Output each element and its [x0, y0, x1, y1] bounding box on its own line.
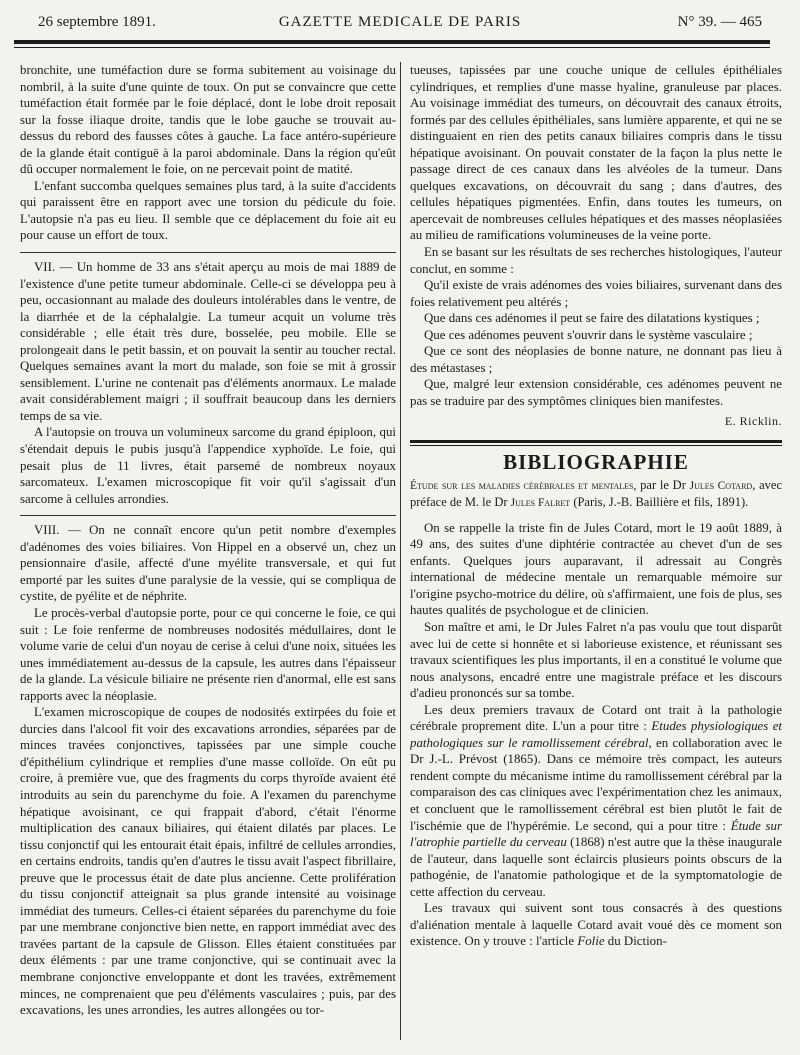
paragraph: En se basant sur les résultats de ses recherches histologiques, l'auteur conclut, en somme :: [410, 245, 782, 276]
reference-text: par le Dr: [636, 477, 690, 492]
text-run: Les travaux qui suivent sont tous consacrés à des questions d'aliénation mentale à laquelle Cotard avait voué dès ce moment son existence. On y trouve : l'article: [410, 901, 782, 949]
paragraph: Le procès-verbal d'autopsie porte, pour ce qui concerne le foie, ce qui suit : Le foie renferme de nombreuses nodosités médullaires, dont le volume varie de celui d'un noyau de cerise à celui d'une noix, situées les unes immédiatement au-dessus de la capsule, les autres dans l'épaisseur de la glande. La vésicule biliaire ne présente rien d'anormal, elle est sans rapports avec la néoplasie.: [20, 605, 396, 703]
section-divider: [20, 252, 396, 253]
paragraph: Que ce sont des néoplasies de bonne nature, ne donnant pas lieu à des métastases ;: [410, 344, 782, 375]
paragraph: L'enfant succomba quelques semaines plus tard, à la suite d'accidents qui paraissent être en rapport avec une torsion du pédicule du foie. L'autopsie n'a pas eu lieu. Il semble que ce déplacement du foie ait eu pour cause un effort de toux.: [20, 178, 396, 243]
paragraph: VIII. — On ne connaît encore qu'un petit nombre d'exemples d'adénomes des voies biliaires. Von Hippel en a observé un, chez un pensionnaire d'asile, affecté d'une myélite transversale, et qui fut emporté par les suites d'une paralysie de la vessie, qui se compliqua de cystite, de pyélite et de néphrite.: [20, 523, 396, 604]
paragraph: Que, malgré leur extension considérable, ces adénomes peuvent ne pas se traduire par des symptômes cliniques bien manifestes.: [410, 377, 782, 408]
paragraph: L'examen microscopique de coupes de nodosités extirpées du foie et durcies dans l'alcool fit voir des excavations arrondies, séparées par de minces travées conjonctives, tapissées par une simple couche d'épithélium cylindrique et remplies d'une masse colloïde. On eût pu croire, à première vue, que des fragments du corps thyroïde avaient été introduits au sein du parenchyme du foie. A l'examen du parenchyme hépatique avoisinant, ce qui frappait d'abord, c'était l'énorme multiplication des canaux biliaires, qui étaient dilatés par places. Le tissu conjonctif qui les entourait était épais, infiltré de cellules arrondies, en certains endroits, tandis qu'en d'autres le tissu avait l'aspect fibrillaire, preuve que le processus était de date plus ancienne. Cette prolifération du tissu conjonctif atteignait sa plus grande intensité au voisinage immédiat des tumeurs. Celles-ci étaient séparées du parenchyme du foie par une membrane conjonctive bien nette, en rapport immédiat avec des travées partant de la capsule de Glisson. Elles étaient constituées par deux éléments : par une trame conjonctive, qui se continuait avec la membrane conjonctive enveloppante et dont les travées, extrêmement minces, ne comprenaient que peu d'éléments vasculaires ; puis, par des excavations, les unes arrondies, les autres allongées ou tor-: [20, 705, 396, 1018]
header-date: 26 septembre 1891.: [38, 14, 156, 30]
text-run: (1868) n'est autre que la thèse inaugurale de l'auteur, dans laquelle sont éclaircis plusieurs points obscurs de la pathogénie, de l'anatomie pathologique et de la symptomatologie de cette affection du cerveau.: [410, 835, 782, 899]
paragraph: Qu'il existe de vrais adénomes des voies biliaires, survenant dans des foies relativement peu altérés ;: [410, 278, 782, 309]
book-reference: [410, 477, 782, 512]
paragraph: Que ces adénomes peuvent s'ouvrir dans le système vasculaire ;: [424, 327, 753, 342]
paragraph: [410, 900, 782, 950]
paragraph: A l'autopsie on trouva un volumineux sarcome du grand épiploon, qui s'étendait depuis le pubis jusqu'à l'appendice xyphoïde. Le foie, qui pesait plus de 11 livres, était parsemé de nombreux noyaux sarcomateux. L'examen microscopique fit voir qu'il s'agissait d'un sarcome à cellules arrondies.: [20, 425, 396, 506]
bibliography-rule-thick: [410, 440, 782, 443]
publisher-info: (Paris, J.-B. Baillière et fils, 1891).: [570, 495, 749, 510]
author-signature: E. Ricklin.: [724, 414, 782, 429]
paragraph: VII. — Un homme de 33 ans s'était aperçu au mois de mai 1889 de l'existence d'une petite tumeur abdominale. Celle-ci se développa peu à peu, occasionnant au malade des douleurs intolérables dans le ventre, de la diarrhée et de la céphalalgie. La tumeur acquit un volume très considérable ; elle était très dure, bosselée, peu mobile. Elle se prolongeait dans le petit bassin, et on pouvait la sentir au toucher rectal. Quelques semaines avant la mort du malade, son foie se mit à grossir sensiblement. L'urine ne contenait pas d'éléments anormaux. Le malade avait considérablement maigri ; il souffrait beaucoup dans les derniers temps de sa vie.: [20, 260, 396, 423]
reference-text: , avec préface de M. le Dr: [410, 477, 782, 510]
paragraph: tueuses, tapissées par une couche unique de cellules épithéliales cylindriques, et remplies d'une masse hyaline, granuleuse par places. Au voisinage immédiat des tumeurs, on découvrait des canaux étroits, formés par des cellules épithéliales, sans lumière apparente, et qui ne se distinguaient en rien des petits canaux biliaires compris dans le tissu hépatique avoisinant. On pouvait constater de la façon la plus nette le passage direct de ces canaux dans les alvéoles de la tumeur. Dans quelques excavations, on découvrait du sang ; dans d'autres, des cellules hépatiques pigmentées. Enfin, dans toutes les tumeurs, on apercevait de nombreuses cellules hépatiques et des masses néoplasiées au milieu de ramifications volumineuses de la veine porte.: [410, 63, 782, 243]
text-run: du Diction-: [604, 934, 667, 949]
column-divider: [400, 62, 401, 1040]
bibliography-heading: BIBLIOGRAPHIE: [503, 450, 689, 475]
paragraph: Son maître et ami, le Dr Jules Falret n'a pas voulu que tout disparût avec lui de cette si honnête et si laborieuse existence, et réunissant ses travaux scientifiques les plus importants, il en a constitué le volume que nous analysons, encadré entre une magistrale préface et les discours d'adieu prononcés sur sa tombe.: [410, 619, 782, 701]
paragraph: bronchite, une tuméfaction dure se forma subitement au voisinage du nombril, à la suite d'une quinte de toux. On put se convaincre que cette tuméfaction était formée par le foie déplacé, dont le lobe droit reposait sur la fosse iliaque droite, tandis que le lobe gauche se trouvait au-dessus du rebord des fausses côtes à gauche. La face antéro-supérieure de la glande était contiguë à la paroi abdominale. Dans la région qu'eût dû occuper normalement le foie, on ne percevait point de matité.: [20, 63, 396, 177]
journal-title: GAZETTE MEDICALE DE PARIS: [278, 14, 522, 30]
issue-number: N° 39. — 465: [677, 14, 762, 30]
book-author: Jules Cotard: [689, 479, 753, 492]
bibliography-rule-thin: [410, 445, 782, 446]
text-run: , en collaboration avec le Dr J.-L. Prévost (1865). Dans ce mémoire très compact, les auteurs rendent compte du mécanisme intime du ramollissement cérébral par la comparaison des cas cliniques avec l'expérimentation chez les animaux, et concluent que le ramollissement cérébral est bien plutôt le fait de l'ischémie que de l'hypérémie. Le second, qui a pour titre :: [410, 735, 782, 833]
section-divider: [20, 515, 396, 516]
paragraph: On se rappelle la triste fin de Jules Cotard, mort le 19 août 1889, à 49 ans, des suites d'une diphtérie contractée au chevet d'un de ses enfants. Quelques jours auparavant, il adressait au Congrès international de médecine mentale un remarquable mémoire sur l'origine psycho-motrice du délire, où s'affirmaient, une fois de plus, ses hautes qualités de psychologue et de clinicien.: [410, 520, 782, 618]
paragraph: Que dans ces adénomes il peut se faire des dilatations kystiques ;: [424, 311, 760, 326]
paragraph: [410, 702, 782, 901]
right-column: [410, 62, 782, 1042]
work-title: Folie: [577, 934, 605, 949]
text-run: Les deux premiers travaux de Cotard ont trait à la pathologie cérébrale proprement dite. L'un a pour titre :: [410, 702, 782, 734]
header-rule-thick: [14, 40, 770, 44]
work-title: Étude sur l'atrophie partielle du cerveau: [410, 818, 782, 850]
work-title: Etudes physiologiques et pathologiques sur le ramollissement cérébral: [410, 719, 782, 750]
page-header: [38, 12, 762, 34]
header-rule-thin: [14, 47, 770, 48]
preface-author: Jules Falret: [510, 497, 571, 510]
left-column: [20, 62, 396, 1042]
book-title: Étude sur les maladies cérébrales et mentales,: [410, 479, 637, 492]
